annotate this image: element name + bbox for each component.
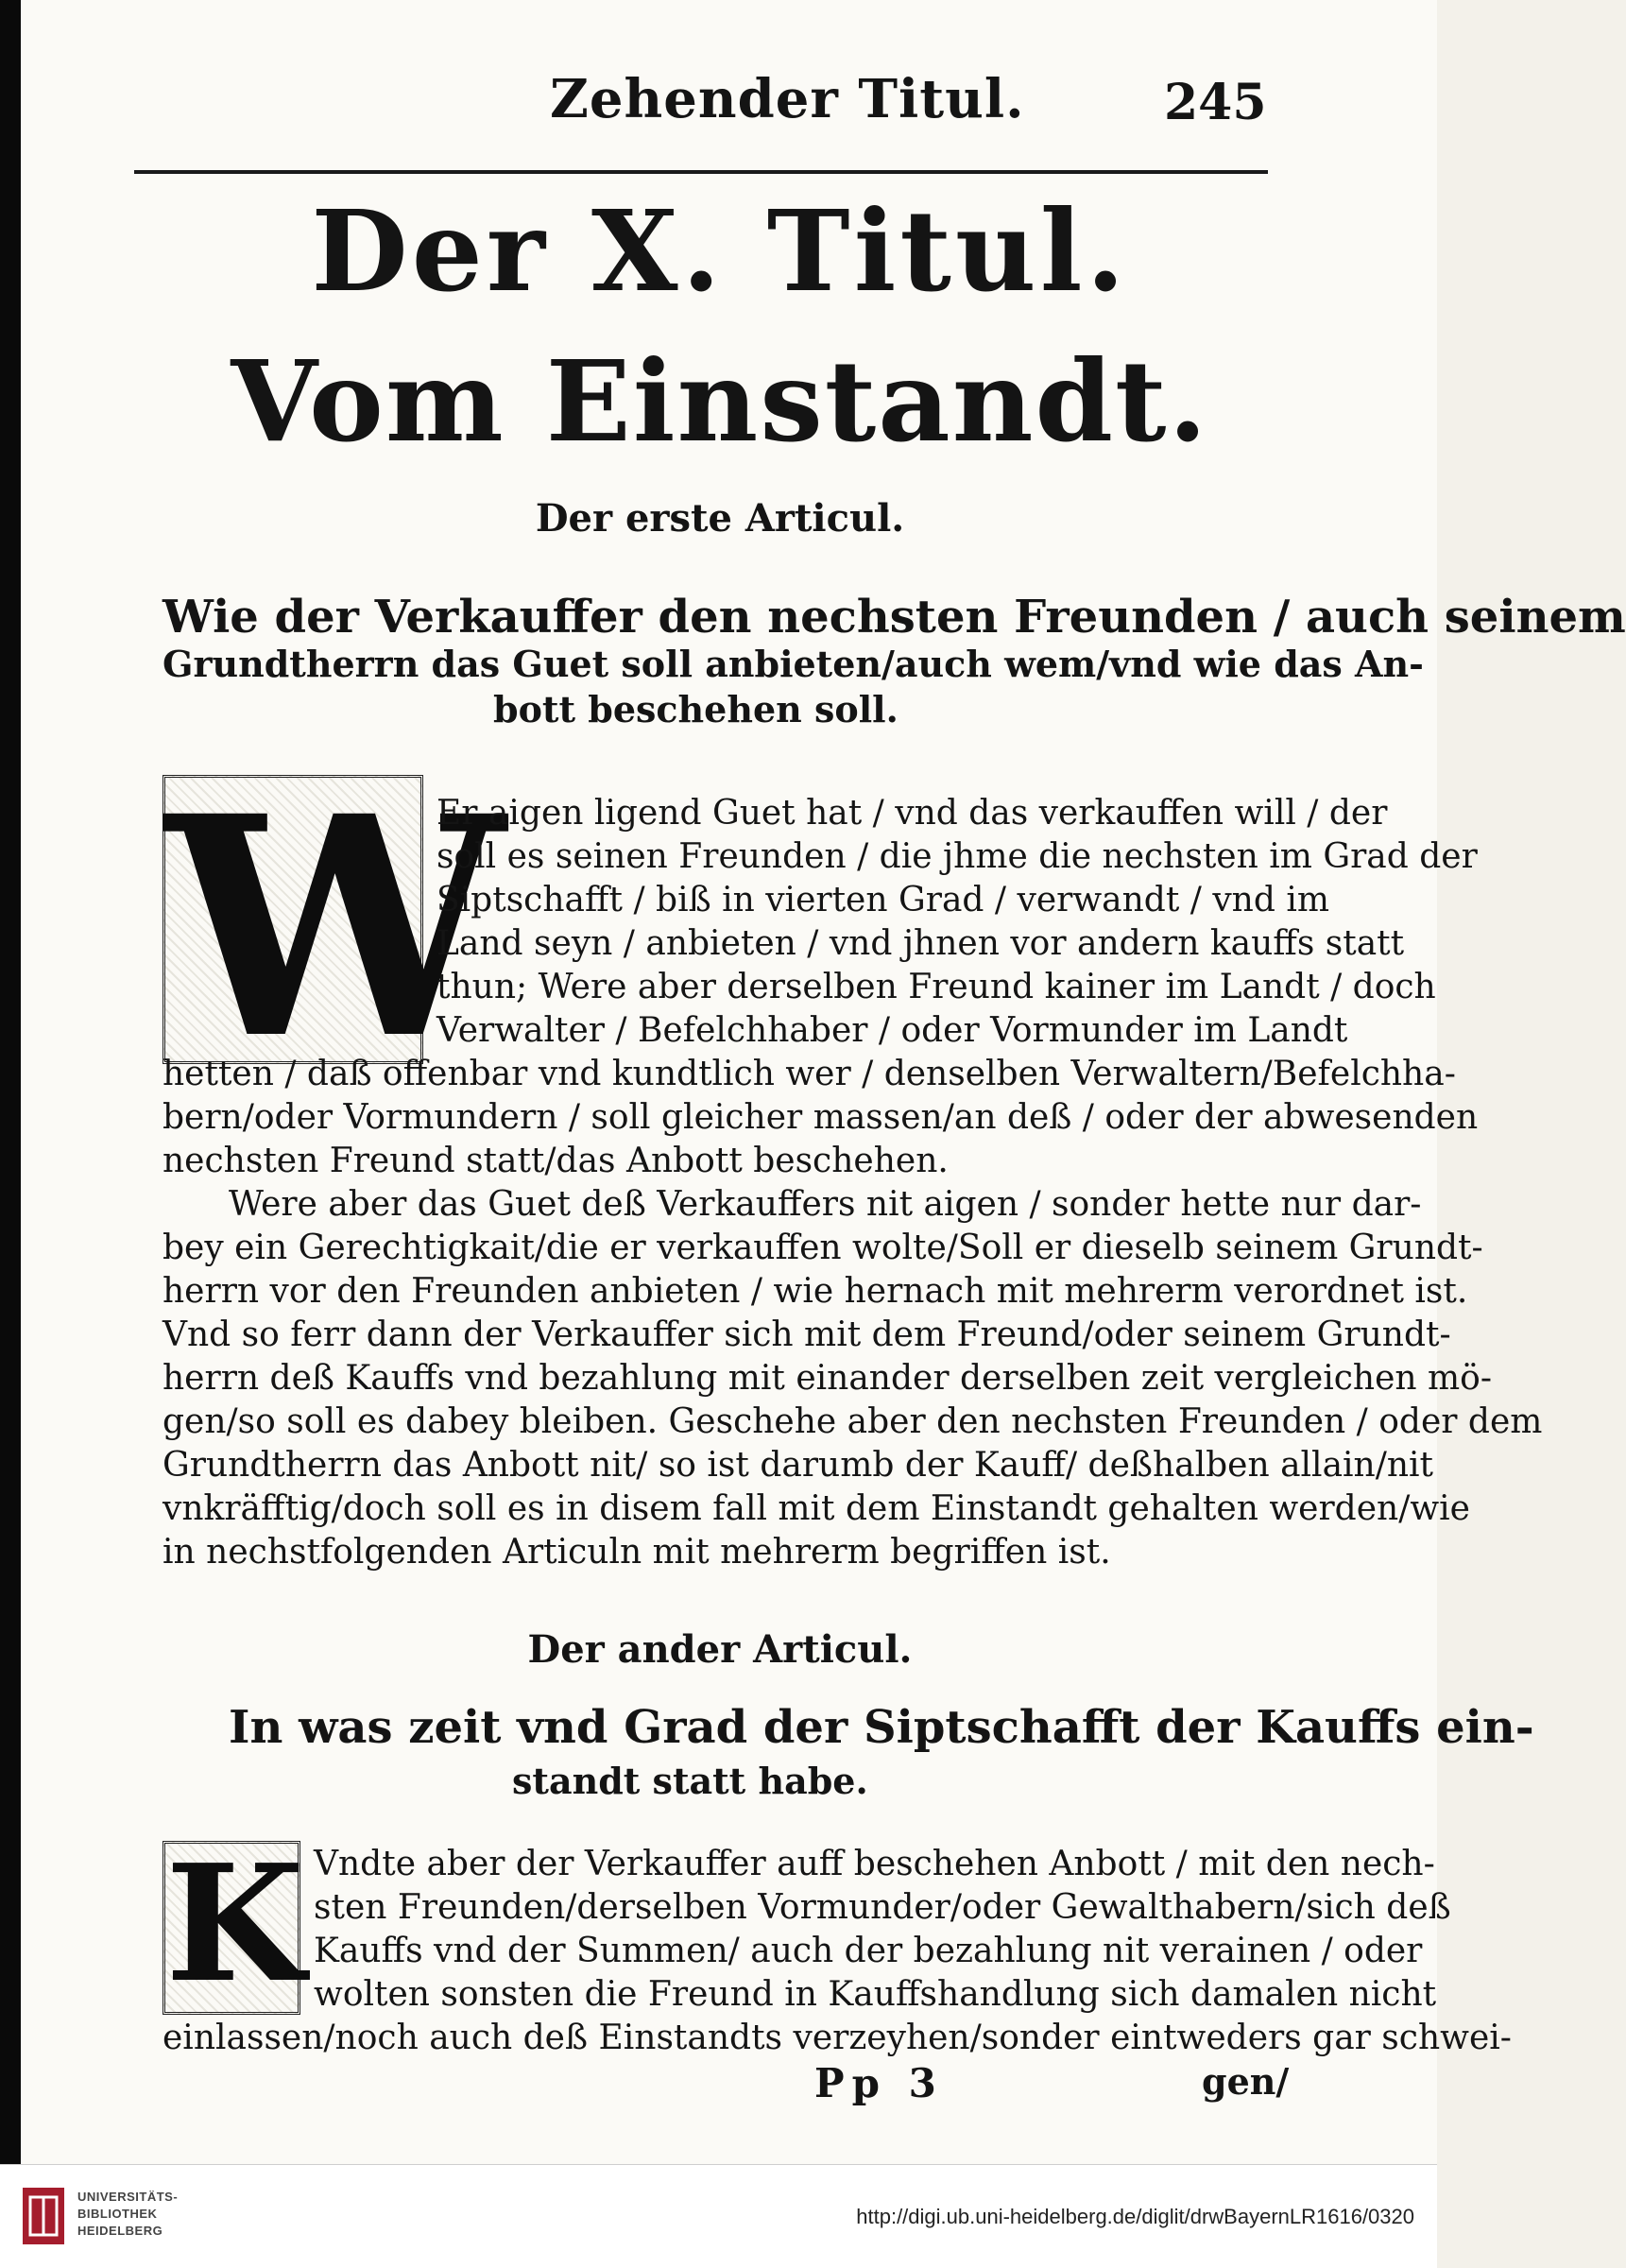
signature-mark: Pp 3 [814, 2060, 944, 2106]
catchword: gen/ [1202, 2060, 1290, 2103]
header-rule [134, 170, 1268, 174]
article-2-heading-line: In was zeit vnd Grad der Siptschafft der Kauffs ein- [229, 1701, 1534, 1754]
body-line: bern/oder Vormundern / soll gleicher massen/an deß / oder der abwesenden [163, 1098, 1479, 1137]
body-line: Er aigen ligend Guet hat / vnd das verkauffen will / der [436, 794, 1388, 833]
source-url-link[interactable]: http://digi.ub.uni-heidelberg.de/diglit/drwBayernLR1616/0320 [856, 2205, 1414, 2228]
body-line: in nechstfolgenden Articuln mit mehrerm begriffen ist. [163, 1533, 1111, 1572]
scan-left-edge [0, 0, 21, 2164]
article-1-heading-line: Wie der Verkauffer den nechsten Freunden / auch seinem [163, 591, 1626, 644]
article-1-heading-line: bott beschehen soll. [493, 688, 899, 730]
article-2-heading-line: standt statt habe. [512, 1760, 868, 1802]
body-line: nechsten Freund statt/das Anbott beschehen. [163, 1142, 949, 1180]
body-line: Vndte aber der Verkauffer auff beschehen Anbott / mit den nech- [314, 1845, 1435, 1883]
body-line: thun; Were aber derselben Freund kainer im Landt / doch [436, 968, 1436, 1006]
body-line: herrn vor den Freunden anbieten / wie hernach mit mehrerm verordnet ist. [163, 1272, 1468, 1311]
body-line: Vnd so ferr dann der Verkauffer sich mit dem Freund/oder seinem Grundt- [163, 1315, 1451, 1354]
body-line: Land seyn / anbieten / vnd jhnen vor andern kauffs statt [436, 924, 1405, 963]
body-line: gen/so soll es dabey bleiben. Geschehe aber den nechsten Freunden / oder dem [163, 1402, 1543, 1441]
body-line: Kauffs vnd der Summen/ auch der bezahlung nit verainen / oder [314, 1932, 1423, 1970]
body-line: einlassen/noch auch deß Einstandts verzeyhen/sonder eintweders gar schwei- [163, 2019, 1512, 2057]
drop-cap-initial: K [163, 1841, 300, 2015]
book-page [21, 0, 1626, 2164]
body-line: herrn deß Kauffs vnd bezahlung mit einander derselben zeit vergleichen mö- [163, 1359, 1492, 1398]
drop-cap-initial: W [163, 775, 423, 1064]
library-name-line: UNIVERSITÄTS- [77, 2190, 179, 2204]
library-name-line: HEIDELBERG [77, 2224, 163, 2238]
chapter-title: Der X. Titul. [311, 185, 1129, 317]
body-line: sten Freunden/derselben Vormunder/oder Gewalthabern/sich deß [314, 1888, 1451, 1927]
body-line: Were aber das Guet deß Verkauffers nit aigen / sonder hette nur dar- [229, 1185, 1422, 1224]
library-name-line: BIBLIOTHEK [77, 2207, 158, 2221]
body-line: hetten / daß offenbar vnd kundtlich wer / denselben Verwaltern/Befelchha- [163, 1055, 1456, 1093]
body-line: Siptschafft / biß in vierten Grad / verwandt / vnd im [436, 881, 1329, 919]
university-seal-icon [21, 2186, 66, 2246]
chapter-subtitle: Vom Einstandt. [231, 335, 1209, 467]
article-label-1: Der erste Articul. [535, 496, 905, 541]
library-footer [0, 2164, 1437, 2268]
article-1-heading-line: Grundtherrn das Guet soll anbieten/auch wem/vnd wie das An- [163, 643, 1424, 685]
body-line: soll es seinen Freunden / die jhme die nechsten im Grad der [436, 837, 1478, 876]
body-line: wolten sonsten die Freund in Kauffshandlung sich damalen nicht [314, 1975, 1437, 2014]
body-line: Grundtherrn das Anbott nit/ so ist darumb der Kauff/ deßhalben allain/nit [163, 1446, 1434, 1485]
page-number: 245 [1164, 74, 1267, 131]
body-line: bey ein Gerechtigkait/die er verkauffen wolte/Soll er dieselb seinem Grundt- [163, 1228, 1483, 1267]
article-label-2: Der ander Articul. [527, 1627, 913, 1672]
body-line: vnkräfftig/doch soll es in disem fall mit dem Einstandt gehalten werden/wie [163, 1489, 1470, 1528]
running-title: Zehender Titul. [550, 68, 1025, 130]
body-line: Verwalter / Befelchhaber / oder Vormunder im Landt [436, 1011, 1348, 1050]
